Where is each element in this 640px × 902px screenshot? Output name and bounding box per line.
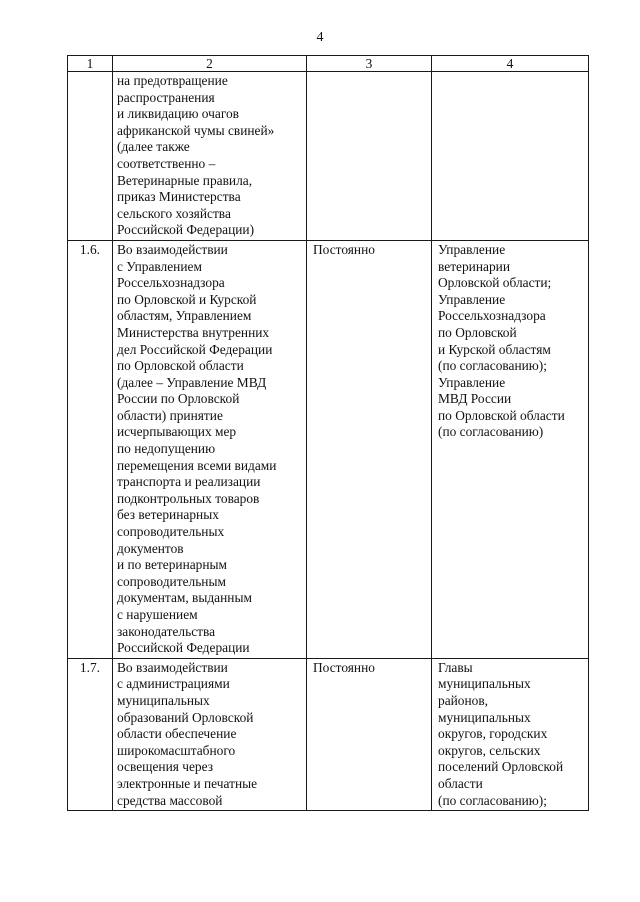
table-row [68,658,589,810]
header-col-1: 1 [68,56,113,72]
table-row [68,240,589,658]
term-cell [307,72,432,241]
row-number [68,72,113,241]
header-col-2: 2 [113,56,307,72]
term-cell: Постоянно [307,658,432,810]
responsible-cell: Управление ветеринарии Орловской области; Управление Россельхознадзора по Орловской и Курской областям (по согласованию); Управление МВД России по Орловской области (по согласованию) [432,240,589,658]
header-col-4: 4 [432,56,589,72]
term-cell: Постоянно [307,240,432,658]
measures-table [67,55,589,811]
action-cell: на предотвращение распространения и ликвидацию очагов африканской чумы свиней» (далее также соответственно – Ветеринарные правила, приказ Министерства сельского хозяйства Российской Федерации) [113,72,307,241]
table-row [68,72,589,241]
table-header-row [68,56,589,72]
page-number: 4 [316,30,324,45]
header-col-3: 3 [307,56,432,72]
action-cell: Во взаимодействии с администрациями муниципальных образований Орловской области обеспечение широкомасштабного освещения через электронные и печатные средства массовой [113,658,307,810]
action-cell: Во взаимодействии с Управлением Россельхознадзора по Орловской и Курской областям, Управлением Министерства внутренних дел Российской Федерации по Орловской области (далее – Управление МВД России по Орловской области) принятие исчерпывающих мер по недопущению перемещения всеми видами транспорта и реализации подконтрольных товаров без ветеринарных сопроводительных документов и по ветеринарным сопроводительным документам, выданным с нарушением законодательства Российской Федерации [113,240,307,658]
row-number: 1.7. [68,658,113,810]
row-number: 1.6. [68,240,113,658]
responsible-cell: Главы муниципальных районов, муниципальных округов, городских округов, сельских поселений Орловской области (по согласованию); [432,658,589,810]
responsible-cell [432,72,589,241]
